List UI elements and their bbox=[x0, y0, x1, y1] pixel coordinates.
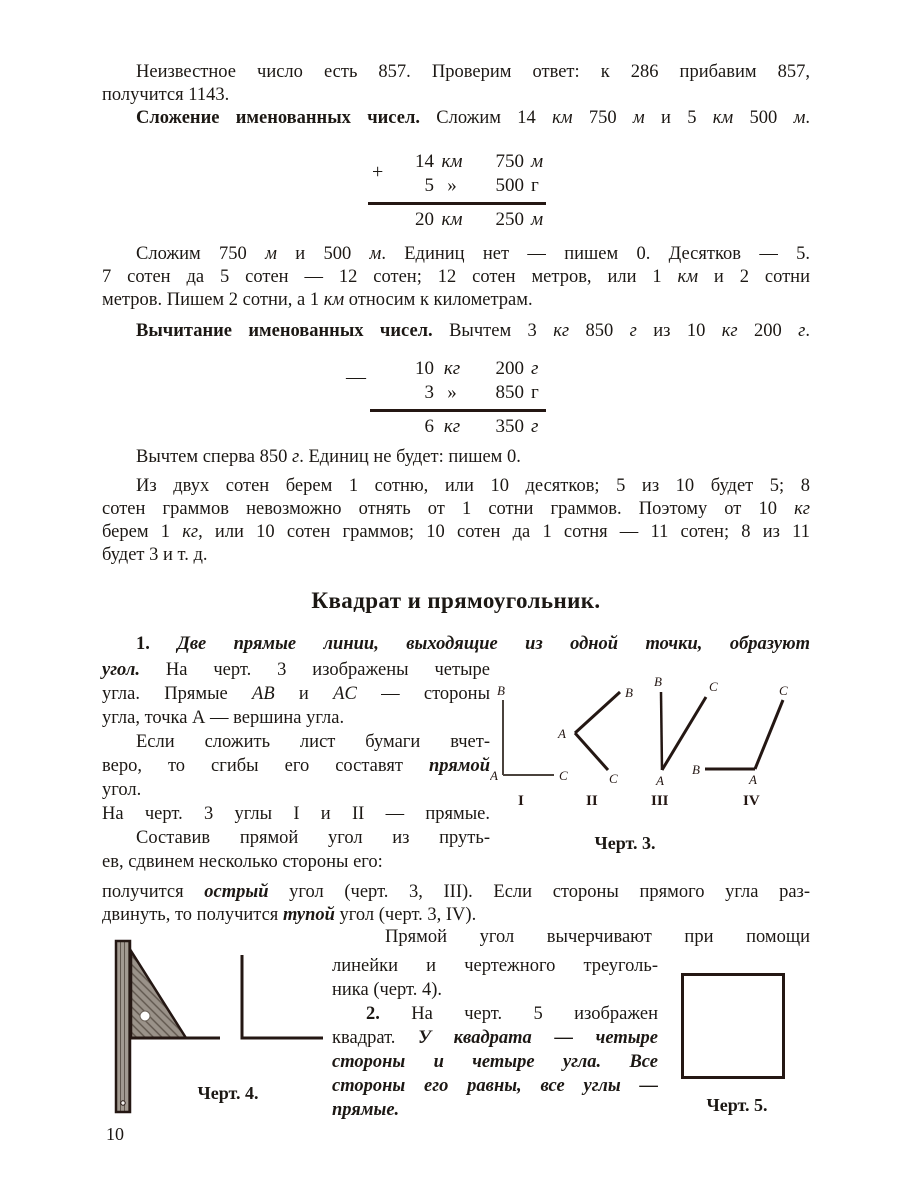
text-line bbox=[102, 778, 490, 802]
text-segment: У квадрата — четыре bbox=[418, 1028, 659, 1048]
arithmetic-cell: м bbox=[531, 209, 544, 230]
figure-chert-4 bbox=[95, 935, 335, 1115]
text-line bbox=[102, 706, 490, 730]
minus-sign: — bbox=[346, 366, 366, 388]
text-line bbox=[102, 904, 810, 927]
text-segment: Составив прямой угол из пруть- bbox=[136, 828, 490, 848]
text-line bbox=[102, 633, 810, 656]
text-segment: км bbox=[677, 267, 699, 287]
text-segment: 2. bbox=[366, 1004, 412, 1024]
text-segment: Сложение именованных чисел. bbox=[136, 108, 420, 128]
text-segment: кг bbox=[794, 499, 810, 519]
svg-text:IV: IV bbox=[743, 793, 760, 809]
text-line bbox=[332, 1002, 658, 1026]
text-segment: кг bbox=[721, 321, 738, 341]
arithmetic-cell: 5 bbox=[424, 175, 434, 196]
text-segment: кг bbox=[553, 321, 570, 341]
text-segment: ев, сдвинем несколько стороны его: bbox=[102, 852, 383, 872]
svg-text:C: C bbox=[779, 683, 788, 698]
arithmetic-cell: кг bbox=[443, 358, 461, 379]
text-line bbox=[102, 850, 490, 874]
svg-text:C: C bbox=[709, 679, 718, 694]
svg-text:III: III bbox=[651, 793, 669, 809]
figure-4-caption: Черт. 4. bbox=[197, 1083, 259, 1103]
text-line bbox=[102, 730, 490, 754]
text-segment: м bbox=[369, 244, 382, 264]
arithmetic-cell: 350 bbox=[495, 416, 524, 437]
text-segment: г bbox=[291, 447, 300, 467]
text-segment: Сложим 14 bbox=[419, 108, 553, 128]
paragraph-angle-definition-left-column bbox=[102, 658, 490, 874]
text-segment: из 10 bbox=[636, 321, 722, 341]
text-line bbox=[102, 881, 810, 904]
text-segment: Неизвестное число есть 857. Проверим ответ: к 286 прибавим 857, bbox=[136, 62, 810, 82]
text-line bbox=[102, 107, 810, 130]
text-segment: Вычтем сперва 850 bbox=[136, 447, 292, 467]
text-segment: угол (черт. 3, IV). bbox=[334, 905, 477, 925]
drawn-right-angle bbox=[241, 955, 324, 1039]
text-segment: и 500 bbox=[276, 244, 370, 264]
figure-chert-5 bbox=[670, 973, 820, 1123]
text-segment: 500 bbox=[733, 108, 794, 128]
svg-text:I: I bbox=[518, 793, 524, 809]
svg-text:C: C bbox=[559, 768, 568, 783]
text-segment: На черт. 3 углы I и II — прямые. bbox=[102, 804, 490, 824]
arithmetic-cell: г bbox=[531, 358, 539, 379]
angle-figure-III bbox=[651, 674, 718, 809]
arithmetic-cell: 3 bbox=[424, 382, 434, 403]
text-line bbox=[332, 1074, 658, 1098]
arithmetic-cell: 750 bbox=[495, 151, 524, 172]
arithmetic-cell: 14 bbox=[415, 151, 434, 172]
plus-sign: + bbox=[372, 161, 384, 183]
arithmetic-row bbox=[400, 415, 561, 439]
text-segment: угла, точка А — вершина угла. bbox=[102, 708, 345, 728]
text-segment: — стороны bbox=[356, 684, 491, 704]
text-segment: будет 3 и т. д. bbox=[102, 545, 208, 565]
text-segment: линейки и чертежного треуголь- bbox=[332, 956, 658, 976]
text-segment: Вычтем 3 bbox=[432, 321, 554, 341]
arithmetic-cell: 200 bbox=[495, 358, 524, 379]
paragraph-drawing-right-angle-lead bbox=[332, 926, 810, 949]
sum-rule-line bbox=[368, 202, 546, 205]
text-segment: веро, то сгибы его составят bbox=[102, 756, 429, 776]
arithmetic-cell: » bbox=[447, 382, 457, 403]
svg-text:A: A bbox=[656, 773, 664, 788]
text-segment: м bbox=[632, 108, 645, 128]
paragraph-subtraction-named-numbers bbox=[102, 320, 810, 343]
text-line bbox=[102, 266, 810, 289]
text-line bbox=[332, 1050, 658, 1074]
svg-text:B: B bbox=[497, 683, 505, 698]
arithmetic-cell: 850 bbox=[495, 382, 524, 403]
text-segment: прямые. bbox=[332, 1100, 400, 1120]
text-segment: и 2 сотни bbox=[698, 267, 810, 287]
text-segment: получится 1143. bbox=[102, 85, 230, 105]
paragraph-addition-named-numbers bbox=[102, 107, 810, 130]
arithmetic-cell: 6 bbox=[424, 416, 434, 437]
drawing-triangle-graphic bbox=[131, 951, 186, 1038]
arithmetic-cell: г bbox=[531, 175, 539, 196]
text-segment: стороны и четыре угла. Все bbox=[332, 1052, 658, 1072]
text-segment: . bbox=[805, 108, 811, 128]
text-segment: г bbox=[629, 321, 637, 341]
text-segment: Сложим 750 bbox=[136, 244, 266, 264]
text-segment: прямой bbox=[428, 756, 490, 776]
arithmetic-row bbox=[400, 357, 561, 381]
text-line bbox=[102, 658, 490, 682]
text-segment: острый bbox=[204, 882, 269, 902]
text-segment: км bbox=[712, 108, 734, 128]
paragraph-check-answer bbox=[102, 61, 810, 107]
arithmetic-cell: 500 bbox=[495, 175, 524, 196]
text-segment: 1. bbox=[136, 634, 178, 654]
text-segment: и bbox=[274, 684, 334, 704]
text-segment: Две прямые линии, выходящие из одной точки, образуют bbox=[177, 634, 810, 654]
addition-worked-example bbox=[372, 150, 572, 242]
text-line bbox=[102, 84, 810, 107]
arithmetic-row bbox=[400, 174, 561, 198]
arithmetic-cell: км bbox=[441, 209, 463, 230]
text-segment: двинуть, то получится bbox=[102, 905, 283, 925]
text-segment: Из двух сотен берем 1 сотню, или 10 десятков; 5 из 10 будет 5; 8 bbox=[136, 476, 810, 496]
arithmetic-row bbox=[400, 150, 561, 174]
text-segment: кг bbox=[182, 522, 199, 542]
text-segment: 850 bbox=[569, 321, 630, 341]
text-line bbox=[332, 1098, 658, 1122]
text-segment: AC bbox=[333, 684, 357, 704]
angles-illustration bbox=[490, 662, 812, 817]
text-line bbox=[102, 475, 810, 498]
text-segment: 750 bbox=[572, 108, 633, 128]
arithmetic-cell: г bbox=[531, 416, 539, 437]
text-segment: Вычитание именованных чисел. bbox=[136, 321, 433, 341]
arithmetic-cell: » bbox=[447, 175, 457, 196]
text-line bbox=[102, 802, 490, 826]
text-line bbox=[102, 498, 810, 521]
arithmetic-row bbox=[400, 208, 561, 232]
text-segment: 200 bbox=[737, 321, 799, 341]
text-segment: ника (черт. 4). bbox=[332, 980, 443, 1000]
arithmetic-cell: г bbox=[531, 382, 539, 403]
text-line bbox=[332, 954, 658, 978]
text-line bbox=[102, 754, 490, 778]
text-line bbox=[332, 926, 810, 949]
text-segment: км bbox=[552, 108, 573, 128]
text-segment: Прямой угол вычерчивают при помощи bbox=[385, 927, 810, 947]
text-line bbox=[332, 978, 658, 1002]
text-segment: квадрат. bbox=[332, 1028, 419, 1048]
arithmetic-cell: км bbox=[441, 151, 463, 172]
text-segment: . Единиц нет — пишем 0. Десятков — 5. bbox=[381, 244, 810, 264]
text-segment: сотен граммов невозможно отнять от 1 сотни граммов. Поэтому от 10 bbox=[102, 499, 795, 519]
page-number: 10 bbox=[106, 1124, 124, 1144]
text-segment: км bbox=[323, 290, 345, 310]
arithmetic-cell: 20 bbox=[415, 209, 434, 230]
text-segment: , или 10 сотен граммов; 10 сотен да 1 сотня — 11 сотен; 8 из 11 bbox=[198, 522, 810, 542]
svg-text:B: B bbox=[692, 762, 700, 777]
text-segment: . bbox=[805, 321, 811, 341]
text-line bbox=[102, 682, 490, 706]
svg-text:B: B bbox=[625, 685, 633, 700]
paragraph-addition-explanation bbox=[102, 243, 810, 312]
text-segment: стороны его равны, все углы — bbox=[332, 1076, 658, 1096]
svg-text:A: A bbox=[749, 772, 757, 787]
angle-figure-I bbox=[490, 683, 568, 809]
text-line bbox=[332, 1026, 658, 1050]
figure-chert-3 bbox=[490, 662, 812, 867]
paragraph-subtraction-explanation-1 bbox=[102, 446, 810, 469]
text-segment: Если сложить лист бумаги вчет- bbox=[136, 732, 490, 752]
text-segment: м bbox=[265, 244, 277, 264]
section-heading: Квадрат и прямоугольник. bbox=[311, 588, 601, 613]
text-segment: метров. Пишем 2 сотни, а 1 bbox=[102, 290, 324, 310]
text-segment: м bbox=[793, 108, 806, 128]
text-line bbox=[102, 61, 810, 84]
text-segment: На черт. 3 изображены четыре bbox=[139, 660, 490, 680]
figure-5-caption: Черт. 5. bbox=[706, 1095, 768, 1115]
text-segment: AB bbox=[252, 684, 275, 704]
text-line bbox=[102, 826, 490, 850]
paragraph-acute-obtuse bbox=[102, 881, 810, 927]
text-segment: получится bbox=[102, 882, 205, 902]
text-segment: тупой bbox=[282, 905, 335, 925]
paragraph-subtraction-explanation-2 bbox=[102, 475, 810, 567]
svg-text:B: B bbox=[654, 674, 662, 689]
ruler-graphic bbox=[116, 941, 130, 1112]
square-graphic bbox=[681, 973, 785, 1079]
text-line bbox=[102, 521, 810, 544]
text-segment: угол (черт. 3, III). Если стороны прямого угла раз- bbox=[268, 882, 810, 902]
arithmetic-cell: кг bbox=[443, 416, 461, 437]
angle-figure-IV bbox=[692, 683, 788, 809]
arithmetic-cell: м bbox=[531, 151, 544, 172]
text-line bbox=[102, 320, 810, 343]
text-segment: угол. bbox=[102, 660, 140, 680]
text-segment: угол. bbox=[102, 780, 142, 800]
text-segment: берем 1 bbox=[102, 522, 183, 542]
text-line bbox=[102, 243, 810, 266]
difference-rule-line bbox=[370, 409, 546, 412]
svg-text:C: C bbox=[609, 771, 618, 786]
text-segment: относим к километрам. bbox=[344, 290, 533, 310]
text-segment: и 5 bbox=[644, 108, 713, 128]
text-segment: г bbox=[798, 321, 806, 341]
paragraph-angle-definition-lead bbox=[102, 633, 810, 656]
text-line bbox=[102, 544, 810, 567]
subtraction-rows bbox=[400, 357, 561, 439]
angle-figure-II bbox=[557, 685, 633, 809]
subtraction-worked-example bbox=[346, 357, 576, 449]
arithmetic-cell: 10 bbox=[415, 358, 434, 379]
text-segment: . Единиц не будет: пишем 0. bbox=[299, 447, 521, 467]
text-segment: 7 сотен да 5 сотен — 12 сотен; 12 сотен метров, или 1 bbox=[102, 267, 678, 287]
text-segment: На черт. 5 изображен bbox=[411, 1004, 658, 1024]
svg-text:II: II bbox=[586, 793, 598, 809]
text-line bbox=[102, 446, 810, 469]
text-segment: угла. Прямые bbox=[102, 684, 253, 704]
addition-rows bbox=[400, 150, 561, 232]
arithmetic-row bbox=[400, 381, 561, 405]
svg-text:A: A bbox=[490, 768, 498, 783]
text-line bbox=[102, 289, 810, 312]
svg-text:A: A bbox=[558, 726, 566, 741]
figure-3-caption: Черт. 3. bbox=[594, 833, 656, 853]
arithmetic-cell: 250 bbox=[495, 209, 524, 230]
paragraph-square-definition bbox=[332, 954, 658, 1122]
